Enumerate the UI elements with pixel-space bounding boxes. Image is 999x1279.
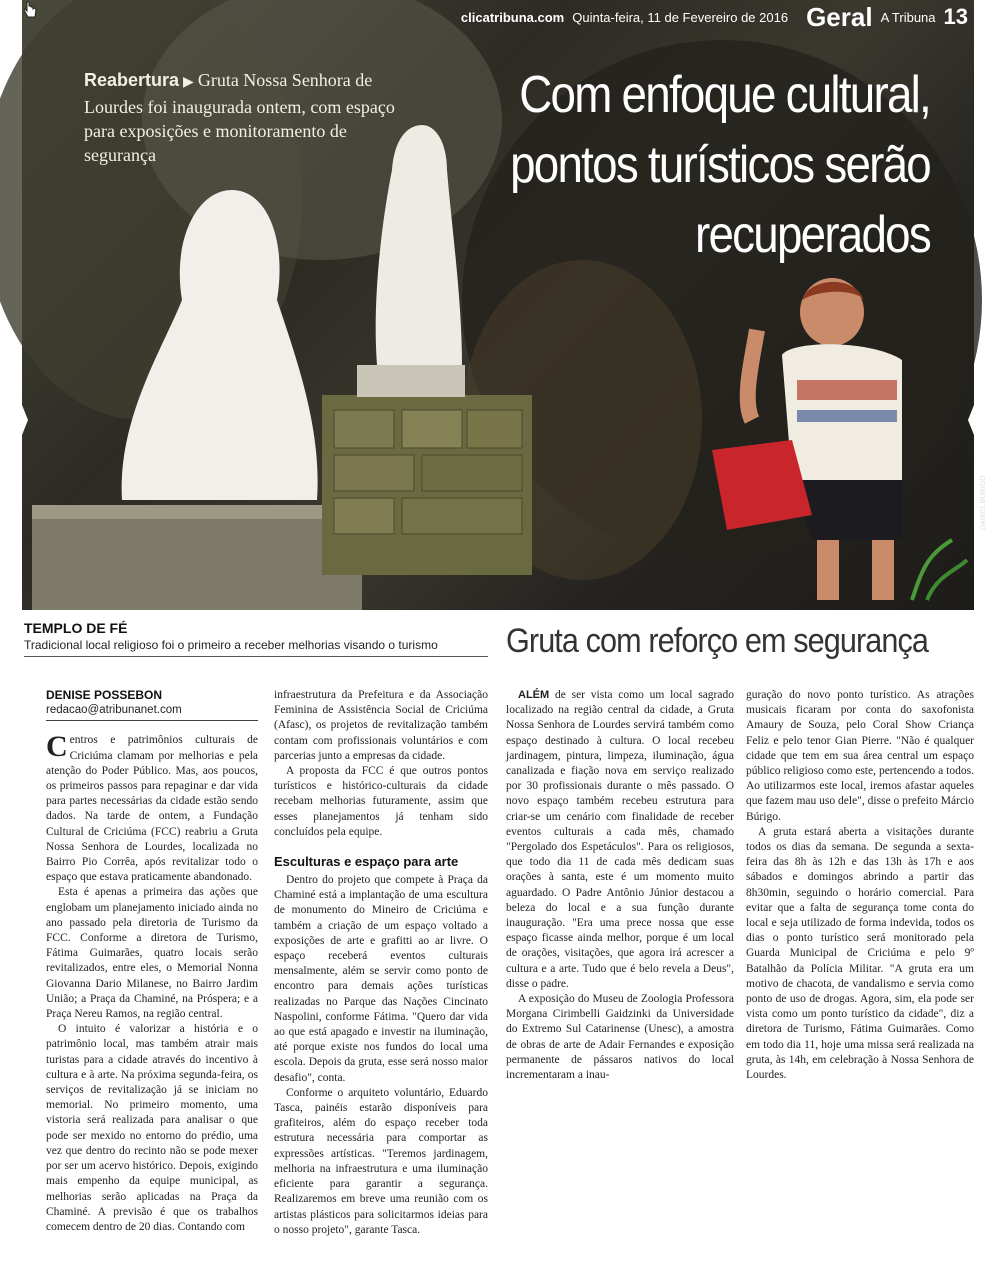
byline-email[interactable]: redacao@atribunanet.com: [46, 703, 258, 721]
section-name: Geral: [806, 1, 873, 32]
caption-title: TEMPLO DE FÉ: [24, 620, 128, 636]
paragraph: A gruta estará aberta a visitações durante todos os dias da semana. De segunda a sexta-feira das 8h às 12h e das 13h às 17h e aos sábados e domingos abrindo a partir das 8h30min, seguindo o horário comercial. Para evitar que a falta de segurança tome conta do local e seja utilizado de forma indevida, todos os dias o ponto turístico será monitorado pela Guarda Municipal de Criciúma e pelo 9º Batalhão da Polícia Militar. "A gruta era um motivo de chacota, de vandalismo e servia como ponto de uso de drogas. Agora, sim, ela pode ser vista como um ponto turístico da cidade", diz a diretora de Turismo, Fátima Guimarães. Como em todo dia 11, hoje uma missa será realizada na gruta, às 14h, em celebração à Nossa Senhora de Lourdes.: [746, 825, 974, 1082]
paragraph: Esta é apenas a primeira das ações que englobam um planejamento iniciado ainda no ano passado pela diretoria de Turismo da FCC. Conforme a diretora de Turismo, Fátima Guimarães, quatro locais serão revitalizados, entre eles, o Memorial Nonna Giovanna Dario Milanese, no Bairro Jardim União; a Praça da Chaminé, na Próspera; e a Praça Nereu Ramos, na região central.: [46, 886, 258, 1021]
paragraph: A proposta da FCC é que outros pontos turísticos e histórico-culturais da cidade recebam melhorias futuramente, assim que esses planejamentos já tenham sido concluídos pela equipe.: [274, 765, 488, 838]
paragraph: guração do novo ponto turístico. As atrações musicais ficaram por conta do saxofonista Amaury de Souza, pelo Coral Show Criança Feliz e pelo tenor Gian Pierre. "Não é qualquer cidade que tem em sua área central um espaço público religioso como este, pertencendo a todos. Ao utilizarmos este local, iremos afastar aqueles que fazem mau uso dele", disse o prefeito Márcio Búrigo.: [746, 689, 974, 823]
page-header: [451, 0, 974, 34]
site-name[interactable]: clicatribuna.com: [460, 9, 565, 25]
headline: [437, 60, 930, 270]
article-column-1: [46, 688, 258, 1235]
paragraph: A exposição do Museu de Zoologia Professora Morgana Cirimbelli Gaidzinki da Universidade do Extremo Sul Catarinense (Unesc), a amostra de obras de arte de Adair Fernandes e exposição permanente de pássaros nativos do local incrementaram a inau-: [506, 993, 734, 1082]
article-column-3: [506, 688, 734, 1083]
kicker: [84, 68, 404, 167]
article-column-2: [274, 688, 488, 1238]
triangle-arrow-icon: ▶: [183, 75, 194, 90]
hand-cursor-icon: [22, 0, 38, 20]
paragraph: Centros e patrimônios culturais de Criciúma clamam por melhorias e pela atenção do Poder Público. Mas, aos poucos, os primeiros passos para repaginar e dar vida para partes necessárias da cidade estão sendo dados. Na tarde de ontem, a Fundação Cultural de Criciúma (FCC) reabriu a Gruta Nossa Senhora de Lourdes, localizada no Bairro Pio Corrêa, após revitalizar todo o espaço que estava praticamente abandonado.: [46, 730, 258, 884]
kicker-label: Reabertura: [84, 70, 180, 90]
paragraph: Conforme o arquiteto voluntário, Eduardo Tasca, painéis estarão disponíveis para grafiteiros, além do espaço receber toda estrutura necessária para comportar as expressões artísticas. "Teremos jardinagem, melhoria na infraestrutura e uma iluminação eficiente para garantir a segurança. Realizaremos em breve uma reunião com os artistas plásticos para solicitarmos ideias para o nosso projeto", garante Tasca.: [274, 1086, 488, 1236]
article-column-4: [746, 688, 974, 1083]
page-number: 13: [943, 4, 968, 29]
paragraph: Dentro do projeto que compete à Praça da Chaminé está a implantação de uma escultura de monumento do Mineiro de Criciúma e também a criação de um espaço voltado a exposições de arte e grafitti ao ar livre. O espaço receberá eventos culturais mensalmente, além se servir como ponto de encontro para demais ações turísticas realizadas no Parque das Nações Cincinato Naspolini, conforme Fátima. "Quero dar vida ao que está apagado e investir na iluminação, até porque existe nos fundos do local uma escola. Depois da gruta, esse será nosso maior desafio", conta.: [274, 874, 488, 1084]
paragraph: infraestrutura da Prefeitura e da Associação Feminina de Assistência Social de Criciúma (Afasc), os projetos de revitalização também contam com profissionais voluntários e com parcerias junto a empresas da cidade.: [274, 689, 488, 762]
photo-credit: DANIEL BÚRIGO: [980, 475, 987, 530]
headline-line: Com enfoque cultural,: [519, 66, 930, 124]
interhead: Esculturas e espaço para arte: [274, 854, 459, 870]
caption-text: Tradicional local religioso foi o primeiro a receber melhorias visando o turismo: [24, 638, 488, 657]
lead-word: ALÉM: [518, 689, 550, 701]
headline-line: recuperados: [694, 206, 930, 264]
kicker-text: Gruta Nossa Senhora de Lourdes foi inaugurada ontem, com espaço para exposições e monitoramento de segurança: [84, 70, 395, 165]
headline-line: pontos turísticos serão: [510, 136, 930, 194]
hero-photo: [22, 0, 987, 610]
byline-author: DENISE POSSEBON: [46, 688, 163, 702]
paragraph: ALÉM de ser vista como um local sagrado localizado na região central da cidade, a Gruta Nossa Senhora de Lourdes servirá também como espaço destinado à cultura. O local recebeu jardinagem, pintura, limpeza, iluminação, água canalizada e fiação nova em serviço realizado por 30 profissionais durante o mês passado. O novo espaço também recebeu estrutura para criar-se um cenário com finalidade de receber eventos culturais a cada mês, chamado "Pergolado dos Espetáculos". Para os religiosos, que todo dia 11 de cada mês dedicam suas orações à santa, este é um momento muito aguardado. O Padre Antônio Júnior destacou a beleza do local e a sua função durante inauguração. "Era uma prece nossa que esse espaço ficasse ainda melhor, porque é um local de orações, visitações, que agora irá acrescer a cultura e a arte. Tudo que é belo revela a Deus", disse o padre.: [506, 689, 734, 990]
newspaper-name: A Tribuna: [880, 9, 936, 25]
issue-date: Quinta-feira, 11 de Fevereiro de 2016: [572, 9, 789, 25]
paragraph: O intuito é valorizar a história e o patrimônio local, mas também atrair mais turistas para a cidade através do incentivo à cultura e à arte. Na próxima segunda-feira, os serviços de revitalização já se iniciam no memorial. No primeiro momento, uma vistoria será realizada para analisar o que pode ser mexido no entorno do prédio, uma vez que dentro do recinto não se pode mexer por ser um acervo histórico. Depois, exigindo mais empenho da equipe municipal, as melhorias serão aplicadas na Praça da Chaminé. A previsão é que os trabalhos comecem dentro de 20 dias. Contando com: [46, 1023, 258, 1233]
dropcap: C: [46, 730, 68, 764]
subhead: Gruta com reforço em segurança: [506, 622, 929, 660]
